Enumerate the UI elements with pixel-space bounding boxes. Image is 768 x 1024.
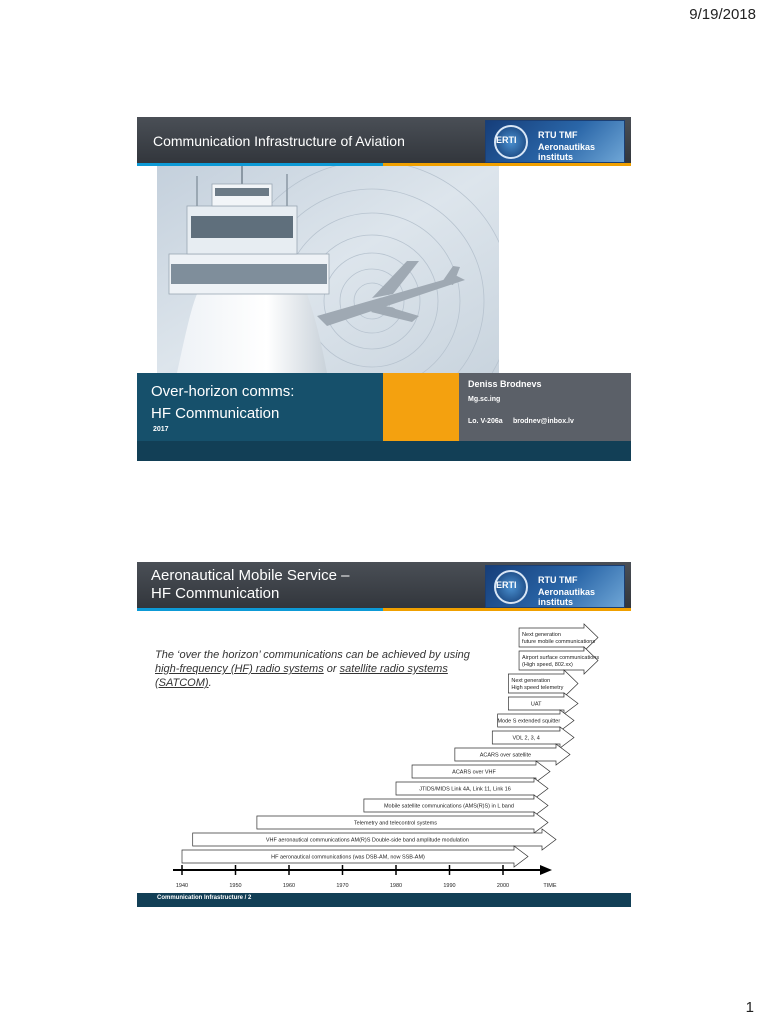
communications-timeline: [137, 622, 631, 892]
page-number: 1: [745, 999, 754, 1016]
timeline-arrow: [193, 829, 556, 850]
bottom-band: [137, 441, 631, 461]
header-accent-blue: [137, 608, 383, 611]
logo-line-2: Aeronautikas instituts: [538, 142, 596, 162]
timeline-arrow: [497, 710, 574, 731]
timeline-arrow: [519, 647, 599, 674]
slide-1: [137, 117, 631, 461]
slide-year: 2017: [153, 426, 169, 433]
arrow-label: Next generation: [522, 632, 561, 638]
slide-title-line-2: HF Communication: [151, 405, 280, 422]
arrow-label: (High speed, 802.xx): [522, 662, 573, 668]
logo-badge: ERTI: [496, 135, 517, 145]
arrow-shape: [508, 693, 578, 714]
footer-text: Communication Infrastructure / 2: [157, 895, 252, 901]
axis-label: TIME: [543, 883, 557, 889]
arrow-label: future mobile communications: [522, 639, 596, 645]
logo-line-1: RTU TMF: [538, 130, 578, 140]
tick-label: 2000: [496, 883, 510, 889]
header-title-line-2: HF Communication: [151, 585, 280, 602]
logo-line-2: Aeronautikas instituts: [538, 587, 596, 607]
header-title: Communication Infrastructure of Aviation: [153, 133, 405, 149]
timeline-arrow: [412, 761, 550, 782]
header-title-line-1: Aeronautical Mobile Service –: [151, 567, 350, 584]
tick-label: 1980: [389, 883, 403, 889]
arrow-label: Mode S extended squitter: [497, 718, 561, 725]
body-text-start: The ‘over the horizon’ communications can be achieved by using: [155, 649, 470, 661]
logo-line-1: RTU TMF: [538, 575, 578, 585]
institute-logo: [485, 565, 625, 608]
header-accent-orange: [383, 608, 631, 611]
timeline-arrow: [508, 670, 578, 697]
arrow-label: VHF aeronautical communications AM(R)S Double-side band amplitude modulation: [265, 837, 469, 844]
tick-label: 1990: [443, 883, 456, 889]
arrow-label: Airport surface communications: [522, 655, 600, 661]
timeline-arrow: [364, 795, 548, 816]
print-date: 9/19/2018: [689, 6, 756, 23]
control-tower-image: [157, 166, 499, 373]
author-name: Deniss Brodnevs: [468, 379, 542, 389]
arrow-label: ACARS over VHF: [452, 769, 496, 776]
tick-label: 1970: [336, 883, 349, 889]
author-email[interactable]: brodnev@inbox.lv: [513, 418, 574, 425]
timeline-arrow: [508, 693, 578, 714]
institute-logo: [485, 120, 625, 163]
arrow-label: UAT: [530, 701, 542, 708]
author-degree: Mg.sc.ing: [468, 396, 501, 403]
axis-arrowhead: [540, 865, 552, 875]
arrow-label: Next generation: [511, 678, 551, 684]
hf-link[interactable]: high-frequency (HF) radio systems: [155, 663, 324, 675]
tick-label: 1950: [229, 883, 242, 889]
timeline-arrow: [519, 624, 598, 651]
arrow-label: ACARS over satellite: [479, 752, 532, 759]
arrow-label: High speed telemetry: [511, 685, 564, 691]
accent-band: [383, 373, 459, 441]
slide-title-line-1: Over-horizon comms:: [151, 383, 295, 400]
tick-label: 1960: [282, 883, 296, 889]
satcom-link[interactable]: satellite radio systems (SATCOM): [155, 663, 448, 689]
slide-2: [137, 562, 631, 907]
author-room: Lo. V-206a: [468, 418, 503, 425]
body-text-end: .: [208, 677, 212, 689]
arrow-label: Mobile satellite communications (AMS(R)S) in L band: [383, 803, 514, 810]
timeline-arrow: [492, 727, 574, 748]
arrow-label: JTIDS/MIDS Link 4A, Link 11, Link 16: [419, 786, 511, 793]
timeline-arrow: [455, 744, 570, 765]
arrow-label: HF aeronautical communications (was DSB-AM, now SSB-AM): [271, 854, 425, 861]
body-text-mid: or: [323, 663, 340, 675]
timeline-arrow: [257, 812, 548, 833]
logo-badge: ERTI: [496, 580, 517, 590]
tick-label: 1940: [175, 883, 189, 889]
timeline-arrow: [396, 778, 548, 799]
arrow-label: VDL 2, 3, 4: [512, 735, 540, 742]
arrow-label: Telemetry and telecontrol systems: [353, 820, 438, 827]
timeline-arrow: [182, 846, 528, 867]
